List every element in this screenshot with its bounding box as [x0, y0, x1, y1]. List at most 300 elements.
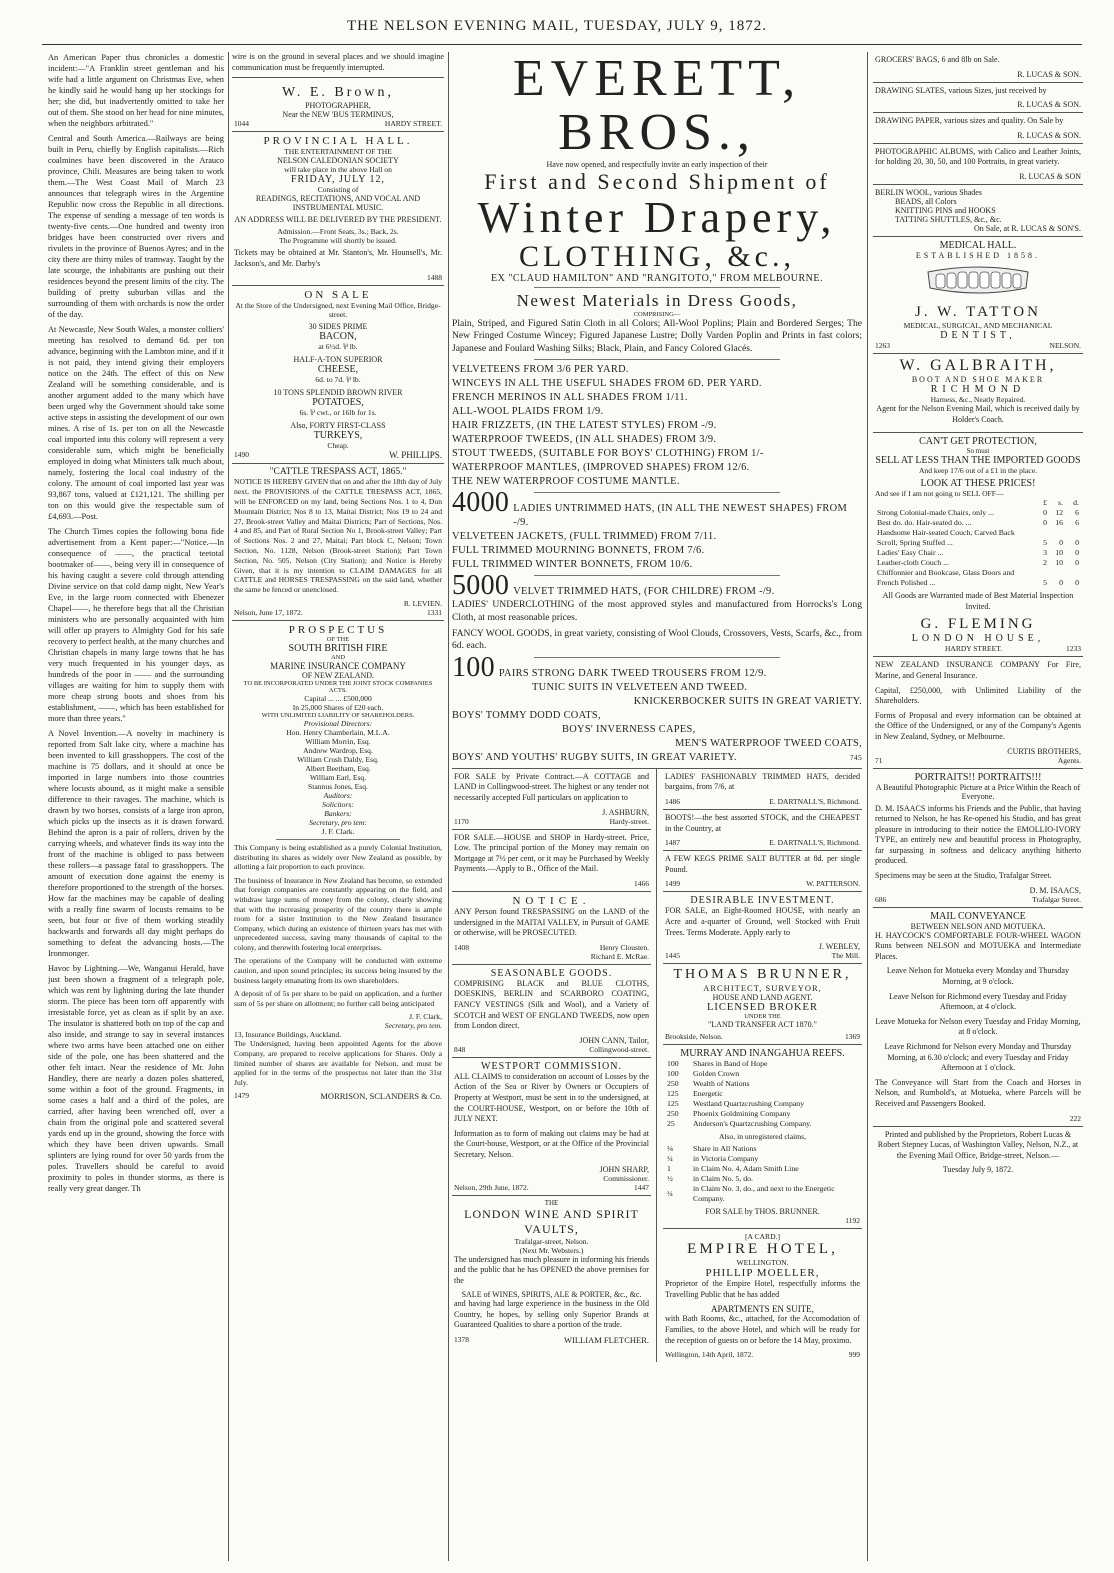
- ad-signature: On Sale, at R. LUCAS & SON'S.: [973, 223, 1081, 233]
- table-header-cell: s.: [1058, 498, 1063, 508]
- ad-signature: Henry Clousten.: [599, 942, 649, 952]
- ad-brown-photographer: [232, 82, 444, 132]
- ad-line: WELLINGTON.: [736, 1258, 789, 1268]
- table-cell: Best do. do. Hair-seated do. ...: [877, 518, 972, 528]
- ad-line: AN ADDRESS WILL BE DELIVERED BY THE PRESIDENT.: [234, 215, 442, 225]
- ad-body: A deposit of of 5s per share to be paid on application, and a further sum of 5s per share on allotment; no further call being anticipated: [234, 989, 442, 1008]
- ad-line: ARCHITECT, SURVEYOR,: [703, 983, 822, 994]
- ad-number-large: 5000: [452, 570, 510, 602]
- ad-body: Agent for the Nelson Evening Mail, which is received daily by Holder's Coach.: [876, 403, 1080, 424]
- table-cell: 5: [1043, 578, 1047, 588]
- ad-signature: W. PATTERSON.: [806, 879, 860, 889]
- ad-line: 6d. to 7d. ⅌ lb.: [315, 375, 361, 385]
- ad-heading: LONDON WINE AND SPIRIT VAULTS,: [464, 1206, 639, 1236]
- ad-line: CLOTHING, &c.,: [519, 240, 795, 273]
- table-row: [665, 1059, 860, 1069]
- ad-line: BOYS' TOMMY DODD COATS,: [452, 709, 601, 721]
- ad-line: Also, in unregistered claims,: [718, 1132, 807, 1142]
- ad-line: The Mill.: [831, 951, 860, 961]
- director-name: Stannus Jones, Esq.: [308, 781, 368, 791]
- ad-number: 1499: [665, 879, 680, 889]
- ad-line: will take place in the above Hall on: [284, 165, 392, 175]
- ad-cottage-sale: [452, 769, 651, 830]
- table-cell: 10: [1055, 548, 1063, 558]
- table-cell: ½: [667, 1174, 673, 1184]
- ad-signature: E. DARTNALL'S, Richmond.: [769, 797, 860, 807]
- ad-line: Agents.: [1057, 755, 1081, 765]
- ad-line: HARDY STREET.: [384, 119, 442, 129]
- ad-signature: J. F. Clark,: [409, 1012, 442, 1022]
- timetable-row: Leave Nelson for Motueka every Monday and Thursday Morning, at 9 o'clock.: [886, 966, 1070, 987]
- table-row: [665, 1164, 860, 1174]
- ad-berlin-wool: [873, 185, 1083, 237]
- ad-medical-hall: [873, 237, 1083, 354]
- table-cell: 250: [667, 1109, 679, 1119]
- ad-line: Harness, &c., Neatly Repaired.: [930, 394, 1026, 404]
- table-cell: 0: [1043, 508, 1047, 518]
- column-divider: [448, 52, 449, 1561]
- ad-heading: "CATTLE TRESPASS ACT, 1865.": [269, 467, 407, 478]
- ad-line: Capital ... ... £500,000: [304, 693, 372, 703]
- ad-seasonable-goods: [452, 965, 651, 1058]
- table-cell: 16: [1055, 518, 1063, 528]
- table-row: [665, 1174, 860, 1184]
- dentures-illustration-icon: [918, 262, 1038, 302]
- table-cell: Ladies' Easy Chair ...: [877, 548, 944, 558]
- ad-number: 71: [875, 755, 883, 765]
- table-cell: 0: [1043, 518, 1047, 528]
- ad-heading: MURRAY AND INANGAHUA REEFS.: [680, 1048, 845, 1060]
- ad-body: The business of Insurance in New Zealand has become, so extended that foreign companies are constantly appearing on the field, and withdraw large sums of money from the colony, clearly showing that with the increasing prosperity of the country there is ample room for a sister Institution to the New Zealand Insurance Company, which during an existence of thirteen years has met with unprecedented success, saving many thousands of capital to the colony, and therewith fostering local enterprises.: [234, 875, 442, 952]
- ad-line: AND: [330, 653, 346, 661]
- ad-signature: FOR SALE by THOS. BRUNNER.: [705, 1207, 820, 1217]
- ad-line: At the Store of the Undersigned, next Evening Mail Office, Bridge-street.: [235, 301, 441, 320]
- ad-line: ESTABLISHED 1858.: [915, 250, 1041, 260]
- table-row: [875, 528, 1081, 548]
- ad-salt-butter: [663, 851, 862, 892]
- ad-line: Bankers:: [324, 808, 352, 818]
- ad-number-large: 100: [452, 651, 495, 683]
- ad-line: Have now opened, and respectfully invite an early inspection of their: [546, 160, 768, 169]
- ad-empire-hotel: [663, 1229, 862, 1362]
- small-ads-grid: [452, 769, 862, 1362]
- column-ads-2: [232, 52, 444, 1561]
- ad-line: PHOTOGRAPHER,: [305, 101, 371, 111]
- table-cell: 125: [667, 1099, 679, 1109]
- ad-heading: DESIRABLE INVESTMENT.: [690, 895, 835, 907]
- ad-body: This Company is being established as a purely Colonial Institution, distributing its shares as widely over New Zealand as possible, by allotting a fair proportion to each province.: [234, 842, 442, 872]
- column-news: [48, 52, 224, 1561]
- ad-body: BOOTS!—the best assorted STOCK, and the CHEAPEST in the Country, at: [665, 813, 860, 833]
- price-line: FRENCH MERINOS IN ALL SHADES FROM 1/11.: [452, 392, 688, 404]
- table-cell: Chiffonnier and Bookcase, Glass Doors and French Polished ...: [877, 568, 1015, 588]
- ad-line: BOOT AND SHOE MAKER: [911, 374, 1045, 384]
- table-cell: in Claim No. 3, do., and next to the Energetic Company.: [693, 1184, 835, 1204]
- ad-westport-commission: [452, 1058, 651, 1196]
- table-cell: Share in All Nations: [693, 1144, 757, 1154]
- timetable-row: Leave Richmond for Nelson every Monday and Thursday Morning, at 6.30 o'clock; and every Tuesday and Friday Afternoon at 1 o'clock.: [884, 1042, 1072, 1073]
- ad-line: And see if I am not going to SELL OFF—: [875, 489, 1004, 499]
- ad-line: In 25,000 Shares of £20 each.: [292, 702, 384, 712]
- ad-date: Nelson, June 17, 1872.: [234, 607, 303, 617]
- ad-signature: J. ASHBURN,: [602, 807, 649, 817]
- table-row: [665, 1099, 860, 1109]
- ad-number: 999: [848, 1350, 860, 1360]
- ad-signature: J. WEBLEY,: [818, 942, 860, 952]
- table-cell: 3: [1043, 548, 1047, 558]
- ad-line: LOOK AT THESE PRICES!: [920, 478, 1036, 490]
- ad-heading: PORTRAITS!! PORTRAITS!!!: [914, 771, 1042, 783]
- ad-line: MEN'S WATERPROOF TWEED COATS,: [675, 737, 862, 749]
- ad-heading: MAIL CONVEYANCE: [930, 910, 1026, 922]
- ad-body: NEW ZEALAND INSURANCE COMPANY For Fire, Marine, and General Insurance.: [875, 660, 1081, 680]
- ad-line: PHILLIP MOELLER,: [705, 1267, 820, 1280]
- ad-body: All Goods are Warranted made of Best Material Inspection Invited.: [882, 591, 1074, 611]
- ad-signature: JOHN SHARP,: [599, 1164, 649, 1174]
- ad-line: LADIES UNTRIMMED HATS, (IN ALL THE NEWEST SHAPES) FROM -/9.: [513, 503, 847, 529]
- table-cell: 0: [1059, 538, 1063, 548]
- ad-number: 1369: [845, 1032, 860, 1042]
- ad-number: 1408: [454, 942, 469, 952]
- ad-drawing-paper: [873, 113, 1083, 144]
- ad-line: [A CARD.]: [744, 1232, 781, 1242]
- table-cell: ¼: [667, 1189, 673, 1199]
- article-novel-invention: A Novel Invention.—A novelty in machinery is reported from Salt lake city, where a machine has been invented to kill grasshoppers. The cost of the machine is 75 dollars, and it should at once be imported in large numbers into those countries where locusts abound, as it might make a sensible difference to their ravages. The machine, which is drawn by two horses, consists of a large iron apron, which picks up the insects as it is drawn forward. Behind the apron is a pair of rollers, driven by the carrying wheels, and whatever finds its way into the front of the machine is obliged to pass between these rollers—a passage fatal to grasshoppers. The amount of execution done against the enemy is therefore proportioned to the strength of the horses. How far the machines may be capable of dealing with a really fine swarm of locusts remains to be seen, but four or five of them working steadily backwards and forwards all day might perhaps do something to defeat the advancing hosts.—The Ironmonger.: [48, 729, 224, 958]
- ad-line: 30 SIDES PRIME: [308, 322, 368, 332]
- ad-line: HOUSE AND LAND AGENT.: [712, 993, 813, 1003]
- ad-number: 686: [875, 894, 887, 904]
- ad-cattle-trespass: [232, 464, 444, 621]
- ad-line: Near the NEW 'BUS TERMINUS,: [282, 110, 394, 120]
- ad-heading: PROSPECTUS: [288, 623, 388, 636]
- ad-body: GROCERS' BAGS, 6 and 8lb on Sale.: [875, 55, 1000, 64]
- ad-heading: ON SALE: [304, 289, 372, 302]
- table-cell: 0: [1075, 548, 1079, 558]
- ad-on-sale: [232, 286, 444, 464]
- ad-body: ALL CLAIMS to consideration on account of Losses by the Action of the Sea or River by Owners or Occupiers of Property at Westport, must be sent in to the undersigned, at the COURT-HOUSE, Westport, on or before the 10th of JULY NEXT.: [454, 1071, 649, 1124]
- table-row: [665, 1089, 860, 1099]
- ad-line: (Next Mr. Websters.): [519, 1245, 584, 1255]
- ad-line: PAIRS STRONG DARK TWEED TROUSERS FROM 12/9.: [498, 667, 767, 679]
- ad-london-wine-vaults: [452, 1196, 651, 1349]
- table-cell: Westland Quartzcrushing Company: [693, 1099, 805, 1109]
- ad-heading: NOTICE.: [512, 895, 591, 907]
- ad-line: FRIDAY, JULY 12,: [290, 174, 386, 186]
- ad-line: 6s. ⅌ cwt., or 16lb for 1s.: [299, 408, 377, 418]
- table-cell: 0: [1075, 578, 1079, 588]
- ad-body: COMPRISING BLACK and BLUE CLOTHS, DOESKINS, BERLIN and SCARBORO COATING, FANCY VESTINGS (Silk and Wool), and a Variety of SCOTCH and WEST OF ENGLAND TWEEDS, now open from London direct.: [454, 978, 649, 1031]
- table-cell: 0: [1075, 538, 1079, 548]
- timetable: [875, 966, 1081, 1073]
- article-havoc-lightning: Havoc by Lightning.—We, Wanganui Herald, have just been shown a fragment of a telegraph pole, which was rent by lightning during the late thunder storm. The piece has been torn off apparently with irresistable force, yet as clean as if split by an axe. The insulator is shattered both on top of the cap and also inside, and strange to say in several instances where two arms have been attached one on either side of the pole, one has been shattered and the other felt intact. Near the residence of Mr. John Handley, there are nearly a dozen poles shattered, some within a foot of the ground. Fragments, in some cases a half and a third of the poles, are carried, after having been wrenched off, over a chain from the original pole and scattered several yards end up in the ground, showing the force with which they have been driven upwards. Small splinters are lying round for over 50 yards from the poles. Travellers should be careful to avoid proximity to poles in thunder storms, as there is really very great danger. Th: [48, 964, 224, 1193]
- table-row: [665, 1144, 860, 1154]
- ad-line: CHEESE,: [317, 364, 359, 376]
- ad-body: Capital, £250,000, with Unlimited Liability of the Shareholders.: [875, 685, 1081, 706]
- price-line: FULL TRIMMED WINTER BONNETS, FROM 10/6.: [452, 559, 693, 571]
- ad-body: Plain, Striped, and Figured Satin Cloth in all Colors; All-Wool Poplins; Plain and Bordered Serges; The New Fringed Costume Wincey; Figured Japanese Lustre; Dolly Varden Poplin and Prints in fast colors; Japanese and Foulard Washing Silks; Black, Plain, and Fancy Colored Glacés.: [452, 318, 862, 354]
- ad-body: DRAWING PAPER, various sizes and quality. On Sale by: [875, 116, 1064, 126]
- ad-nz-insurance: [873, 657, 1083, 768]
- table-row: [665, 1154, 860, 1164]
- director-name: William Morrin, Esq.: [305, 736, 371, 746]
- ad-line: TUNIC SUITS IN VELVETEEN AND TWEED.: [532, 681, 748, 693]
- ad-line: 10 TONS SPLENDID BROWN RIVER: [273, 388, 403, 398]
- ad-mail-conveyance: [873, 908, 1083, 1127]
- timetable-row: Leave Nelson for Richmond every Tuesday and Friday Afternoon, at 4 o'clock.: [889, 991, 1067, 1012]
- ad-body: A FEW KEGS PRIME SALT BUTTER at 8d. per single Pound.: [665, 854, 860, 874]
- ad-line: KNICKERBOCKER SUITS IN GREAT VARIETY.: [633, 695, 862, 707]
- directors-list: [234, 728, 442, 791]
- ad-line: Secretary, pro tem.: [384, 1021, 442, 1031]
- table-cell: 0: [1059, 578, 1063, 588]
- article-newcastle: At Newcastle, New South Wales, a monster colliers' meeting has resolved to demand 6d. per ton advance, beginning with the Lambton mine, and if it is not paid, they intend giving their employers notice on the 24th. The effect of this on New Zealand will be something considerable, and is another argument added to the many which have been urged why the Government should take some active steps in assisting the development of our own mines. A rise of 1s. per ton on all the Newcastle coal imported into this colony will represent a very considerable sum, which might be beneficially employed in doing what Ministers talk much about, namely, fostering the local coal industry of the colony. The amount of coal imported last year was 93,867 tons, valued at £121,121. The shilling per ton on this would give the respectable sum of £4,693.—Post.: [48, 325, 224, 521]
- table-cell: Strong Colonial-made Chairs, only ...: [877, 508, 994, 518]
- ad-line: THE: [544, 1198, 559, 1207]
- table-cell: Handsome Hair-seated Couch, Carved Back Scroll, Spring Stuffed ...: [877, 528, 1015, 548]
- ad-line: BOYS' INVERNESS CAPES,: [562, 723, 696, 735]
- timetable-row: Leave Motueka for Nelson every Tuesday and Friday Morning, at 8 o'clock.: [875, 1016, 1081, 1037]
- price-line: THE NEW WATERPROOF COSTUME MANTLE.: [452, 476, 680, 488]
- ad-body: FANCY WOOL GOODS, in great variety, consisting of Wool Clouds, Crossovers, Vests, Scarfs, &c., from 6d. each.: [452, 628, 862, 652]
- price-line: VELVETEENS FROM 3/6 PER YARD.: [452, 364, 629, 376]
- ad-signature: Richard E. McRae.: [590, 951, 649, 961]
- table-row: [665, 1119, 860, 1129]
- article-church-times: The Church Times copies the following bona fide advertisement from a Kent paper:—"Notice.—In consequence of ——, the practical teetotal bootmaker of——, being very ill in consequence of his having caught a severe cold through attending Divine service on that cold damp night, New Year's Eve, in the large room connected with Ebenezer Chapel——, he therefore begs that all the Christian ministers who are personally acquainted with him will offer up prayers to Almighty God for his safe recovery to perfect health, at the many churches and Christian chapels in many large towns that he has very much frequented in his younger days, as hundreds of the poor in —— and the surrounding villages are waiting for him to supply them with more cheap strong boots and shoes from his establishment, ——, which has been established for more than three years.": [48, 527, 224, 723]
- price-table: [875, 498, 1081, 588]
- ad-line: Secretary, pro tem:: [309, 817, 367, 827]
- price-list: [452, 363, 862, 489]
- table-cell: in Claim No. 5, do.: [693, 1174, 753, 1184]
- ad-line: 13, Insurance Buildings, Auckland.: [234, 1030, 342, 1040]
- divider: [232, 77, 444, 78]
- ad-provincial-hall: [232, 132, 444, 286]
- ad-heading: EVERETT, BROS.,: [512, 52, 802, 161]
- ad-body: and having had large experience in the business in the Old Country, he hopes, by selling only Superior Brands at Guaranteed Qualities to share a portion of the trade.: [454, 1299, 649, 1330]
- table-cell: Phoenix Goldmining Company: [693, 1109, 791, 1119]
- ad-line: HARDY STREET.: [945, 644, 1003, 654]
- ad-line: LONDON HOUSE,: [911, 633, 1045, 645]
- column-ads-3: [452, 52, 862, 1561]
- price-line: WINCEYS IN ALL THE USEFUL SHADES FROM 6D. PER YARD.: [452, 378, 762, 390]
- ad-number: 222: [1069, 1113, 1081, 1123]
- ad-line: SALE of WINES, SPIRITS, ALE & PORTER, &c., &c.: [461, 1290, 642, 1300]
- ad-line: MEDICAL, SURGICAL, AND MECHANICAL: [903, 320, 1053, 330]
- ad-heading: CAN'T GET PROTECTION,: [919, 436, 1037, 448]
- ad-line: BACON,: [319, 331, 357, 343]
- ad-line: BETWEEN NELSON AND MOTUEKA.: [910, 921, 1046, 931]
- ad-line: DENTIST,: [940, 329, 1016, 341]
- ad-line: HALF-A-TON SUPERIOR: [293, 355, 383, 365]
- table-cell: Shares in Band of Hope: [693, 1059, 768, 1069]
- ad-line: Winter Drapery,: [477, 193, 837, 242]
- ad-line: TURKEYS,: [313, 430, 363, 442]
- ad-number: 745: [849, 752, 862, 762]
- table-row: [665, 1079, 860, 1089]
- ad-heading: MEDICAL HALL.: [939, 239, 1017, 251]
- table-cell: in Victoria Company: [693, 1154, 759, 1164]
- table-row: [665, 1109, 860, 1119]
- ad-body: NOTICE IS HEREBY GIVEN that on and after the 18th day of July next, the PROVISIONS of the CATTLE TRESPASS ACT, 1865, will be ENFORCED on my land, being Sections Nos. 1 to 4, Dun Mountain District; Nos 8 to 13, Maitai District; Nos 19 to 24 and 27, Brook-street Valley and Maitai Districts; Part of Sections, Nos. 4 and 85, and Part of Rural Section No 1, Brook-street Valley; Part of Sections Nos. 2 and 27, Maitai; Part block C, Nelson; Town Section, No. 1128, Nelson (Brook-street Station); Part Town Section, No. 505, Nelson (City Station); and Notice is Hereby Given, that it is my intention to CLAIM DAMAGES for all CATTLE and HORSES TRESPASSING on the said land, whether the same be fenced or unenclosed.: [234, 477, 442, 595]
- ad-line: at 6½d. ⅌ lb.: [318, 342, 358, 352]
- ad-everett-bros: [452, 52, 862, 769]
- table-cell: 6: [1075, 508, 1079, 518]
- ad-number: 1445: [665, 951, 680, 961]
- ad-heading: WESTPORT COMMISSION.: [481, 1060, 622, 1072]
- ad-desirable-investment: [663, 892, 862, 964]
- table-cell: 6: [1075, 518, 1079, 528]
- ad-number: 1378: [454, 1335, 469, 1345]
- ad-line: First and Second Shipment of: [484, 169, 830, 194]
- ad-line: Brookside, Nelson.: [665, 1032, 723, 1042]
- ad-ladies-hats: [663, 769, 862, 810]
- price-line: WATERPROOF MANTLES, (IMPROVED SHAPES) FROM 12/6.: [452, 462, 750, 474]
- table-cell: Energetic: [693, 1089, 723, 1099]
- ad-signature: CURTIS BROTHERS,: [1007, 746, 1081, 756]
- price-line: ALL-WOOL PLAIDS FROM 1/9.: [452, 406, 604, 418]
- ad-line: NELSON CALEDONIAN SOCIETY: [277, 156, 399, 166]
- ad-heading: PROVINCIAL HALL.: [263, 135, 413, 148]
- ad-number: 1170: [454, 816, 469, 826]
- ad-number: 1192: [845, 1216, 860, 1226]
- ad-number: 1044: [234, 119, 249, 129]
- ad-number-large: 4000: [452, 487, 510, 519]
- ad-number: 1490: [234, 450, 249, 460]
- price-line: FULL TRIMMED MOURNING BONNETS, FROM 7/6.: [452, 545, 705, 557]
- ad-prospectus: [232, 621, 444, 1104]
- ad-body: PHOTOGRAPHIC ALBUMS, with Calico and Leather Joints, for holding 20, 30, 50, and 100 Portraits, in great variety.: [875, 146, 1081, 167]
- ad-line: POTATOES,: [312, 397, 364, 409]
- ad-line: OF NEW ZEALAND.: [301, 670, 375, 680]
- ad-line: READINGS, RECITATIONS, AND VOCAL AND INSTRUMENTAL MUSIC.: [255, 194, 421, 213]
- table-row: [875, 558, 1081, 568]
- ad-body: Forms of Proposal and every information can be obtained at the Office of the Undersigned, or any of the Company's Agents in New Zealand, Sydney, or Melbourne.: [875, 710, 1081, 741]
- price-line: HAIR FRIZZETS, (IN THE LATEST STYLES) FROM -/9.: [452, 420, 717, 432]
- ad-number: 1263: [875, 340, 890, 350]
- table-cell: ⅛: [667, 1144, 673, 1154]
- ad-line: Provisional Directors:: [303, 718, 373, 728]
- ad-line: TATTING SHUTTLES, &c., &c.: [895, 214, 1002, 224]
- ad-body: Specimens may be seen at the Studio, Trafalgar Street.: [875, 871, 1052, 881]
- ad-line: BOYS' AND YOUTHS' RUGBY SUITS, IN GREAT VARIETY.: [452, 751, 737, 763]
- ad-body: FOR SALE by Private Contract.—A COTTAGE and LAND in Collingwood-street. The highest or any tender not necessarily accepted Full particulars on application to: [454, 771, 649, 803]
- ad-notice-trespass: [452, 892, 651, 965]
- ad-line: Commissioner.: [603, 1173, 649, 1183]
- table-cell: 25: [667, 1119, 675, 1129]
- ad-line: Cheap.: [327, 441, 349, 451]
- ad-number: 1488: [427, 273, 442, 283]
- article-central-south-america: Central and South America.—Railways are being built in Peru, chiefly by English capitalists.—Rich coalmines have been discovered in the Arauco province, Chili. Measures are being taken to work them.—The West Coast Mail of March 23 announces that telegraph wires in the Argentine Republic now cross the Republic in all directions. The expense of sending a message of ten words is twenty-five cents.—One hundred and twenty iron bridges have been constructed over rivers and rivulets in the province of Buenos Ayres; and in the city there are thirty miles of tramway. Taught by the late scourge, the inhabitants are pushing out their residences beyond the present limits of the city. The building of pretty suburban villas and the surrounding of them with orchards is now the order of the day.: [48, 134, 224, 319]
- ad-number: 1447: [634, 1182, 649, 1192]
- table-cell: 1: [667, 1164, 671, 1174]
- ad-body: The operations of the Company will be conducted with extreme caution, and upon sound principles; its success being insured by the business largely emanating from its own shareholders.: [234, 956, 442, 985]
- ad-line: Admission.—Front Seats, 3s.; Back, 2s.: [277, 227, 399, 237]
- ad-signature: WILLIAM FLETCHER.: [564, 1335, 649, 1346]
- ad-line: SOUTH BRITISH FIRE: [288, 642, 388, 654]
- ad-line: VELVET TRIMMED HATS, (FOR CHILDRE) FROM -/9.: [513, 586, 775, 598]
- ad-grocers-bags: [873, 52, 1083, 83]
- table-cell: in Claim No. 4, Adam Smith Line: [693, 1164, 799, 1174]
- table-cell: Anderson's Quartzcrushing Company.: [693, 1119, 812, 1129]
- masthead-rule: [42, 44, 1082, 45]
- ad-house-shop: [452, 830, 651, 892]
- table-cell: 5: [1043, 538, 1047, 548]
- table-cell: 100: [667, 1059, 679, 1069]
- table-header-row: [875, 498, 1081, 508]
- ad-line: Trafalgar-street, Nelson.: [514, 1236, 589, 1246]
- column-3-left: [452, 769, 657, 1362]
- ad-body: FOR SALE, an Eight-Roomed HOUSE, with nearly an Acre and a-quarter of Ground, well Stocked with Fruit Trees. Terms Moderate. Apply early to: [665, 906, 860, 937]
- ad-body: DRAWING SLATES, various Sizes, just received by: [875, 85, 1047, 95]
- ad-thomas-brunner: [663, 964, 862, 1045]
- column-ads-4: [873, 52, 1083, 1561]
- ad-line: NELSON.: [1049, 340, 1081, 350]
- ad-body: Proprietor of the Empire Hotel, respectfully informs the Travelling Public that he has added: [665, 1279, 860, 1299]
- ad-body: The Conveyance will Start from the Coach and Horses in Nelson, and Rumbold's, at Motueka, where Parcels will be Received and Passengers Booked.: [875, 1077, 1081, 1108]
- ad-line: Newest Materials in Dress Goods,: [516, 291, 798, 310]
- ad-line: UNDER THE: [744, 1013, 781, 1021]
- table-cell: 10: [1055, 558, 1063, 568]
- ad-body: with Bath Rooms, &c., attached, for the Accomodation of Families, to the above Hotel, and which will be ready for the reception of guests on or before the 14 May, proximo.: [665, 1314, 860, 1345]
- ad-line: Trafalgar Street.: [1032, 894, 1081, 904]
- imprint-date: Tuesday July 9, 1872.: [942, 1165, 1014, 1175]
- ad-signature: E. DARTNALL'S, Richmond.: [769, 838, 860, 848]
- article-american-paper: An American Paper thus chronicles a domestic incident:—"A Franklin street gentleman and his wife had a little argument on Christmas Eve, when he kindly said he would hang up her stockings for her; she did, but inadvertently omitted to take her out of them. She stood on her head for nine minutes, when the neighbors arbitrated.": [48, 53, 224, 128]
- ad-heading: W. GALBRAITH,: [899, 356, 1057, 374]
- ad-signature: R. LUCAS & SON: [1019, 171, 1081, 181]
- masthead: THE NELSON EVENING MAIL, TUESDAY, JULY 9, 1872.: [346, 18, 768, 34]
- ad-line: A Beautiful Photographic Picture at a Price Within the Reach of Everyone.: [875, 782, 1081, 801]
- ad-number: 1487: [665, 838, 680, 848]
- ad-line: WITH UNLIMITED LIABILITY OF SHAREHOLDERS.: [261, 711, 415, 719]
- ad-reefs: [663, 1045, 862, 1229]
- ad-signature: R. LUCAS & SON.: [1017, 100, 1081, 110]
- ad-body: LADIES' FASHIONABLY TRIMMED HATS, decided bargains, from 7/6, at: [665, 771, 860, 792]
- ad-line: KNITTING PINS and HOOKS: [895, 205, 996, 215]
- ad-drawing-slates: [873, 83, 1083, 114]
- imprint: [873, 1127, 1083, 1175]
- ad-line: RICHMOND: [930, 383, 1026, 395]
- ad-body: The undersigned has much pleasure in informing his friends and the public that he has OPENED the above premises for the: [454, 1254, 649, 1285]
- column-divider: [228, 52, 229, 1561]
- ad-line: Auditors:: [323, 790, 353, 800]
- director-name: Andrew Wardrop, Esq.: [303, 745, 373, 755]
- table-row: [875, 508, 1081, 518]
- ad-signature: JOHN CANN, Tailor,: [579, 1035, 649, 1045]
- ad-line: Hardy-street.: [609, 816, 649, 826]
- article-continuation: wire is on the ground in several places and we should imagine communication must be frequently interrupted.: [232, 52, 444, 72]
- ad-body: FOR SALE.—HOUSE and SHOP in Hardy-street. Price, Low. The principal portion of the Money may remain on Mortgage at 7½ per cent, or it may be Purchased by Weekly Payments.—Apply to B., Office of the Mail.: [454, 832, 649, 874]
- ad-line: APARTMENTS EN SUITE,: [711, 1304, 814, 1315]
- table-header-cell: d.: [1073, 498, 1079, 508]
- ad-number: 1233: [1066, 644, 1081, 654]
- director-name: Hon. Henry Chamberlain, M.L.A.: [286, 727, 390, 737]
- ad-line: Tickets may be obtained at Mr. Stanton's, Mr. Hounsell's, Mr. Jackson's, and Mr. Darby's: [234, 248, 442, 268]
- column-3-right: [657, 769, 862, 1362]
- table-cell: 2: [1043, 558, 1047, 568]
- shares-table: [665, 1059, 860, 1129]
- ad-line: OF THE: [326, 635, 350, 643]
- price-line: VELVETEEN JACKETS, (FULL TRIMMED) FROM 7/11.: [452, 531, 717, 543]
- price-line: STOUT TWEEDS, (SUITABLE FOR BOYS' CLOTHING) FROM 1/-: [452, 448, 764, 460]
- ad-number: 1486: [665, 797, 680, 807]
- ad-date: Wellington, 14th April, 1872.: [665, 1350, 754, 1360]
- ad-boots: [663, 810, 862, 851]
- table-cell: 125: [667, 1089, 679, 1099]
- ad-number: 1466: [634, 879, 649, 888]
- table-row: [875, 548, 1081, 558]
- table-row: [665, 1069, 860, 1079]
- claims-table: [665, 1144, 860, 1204]
